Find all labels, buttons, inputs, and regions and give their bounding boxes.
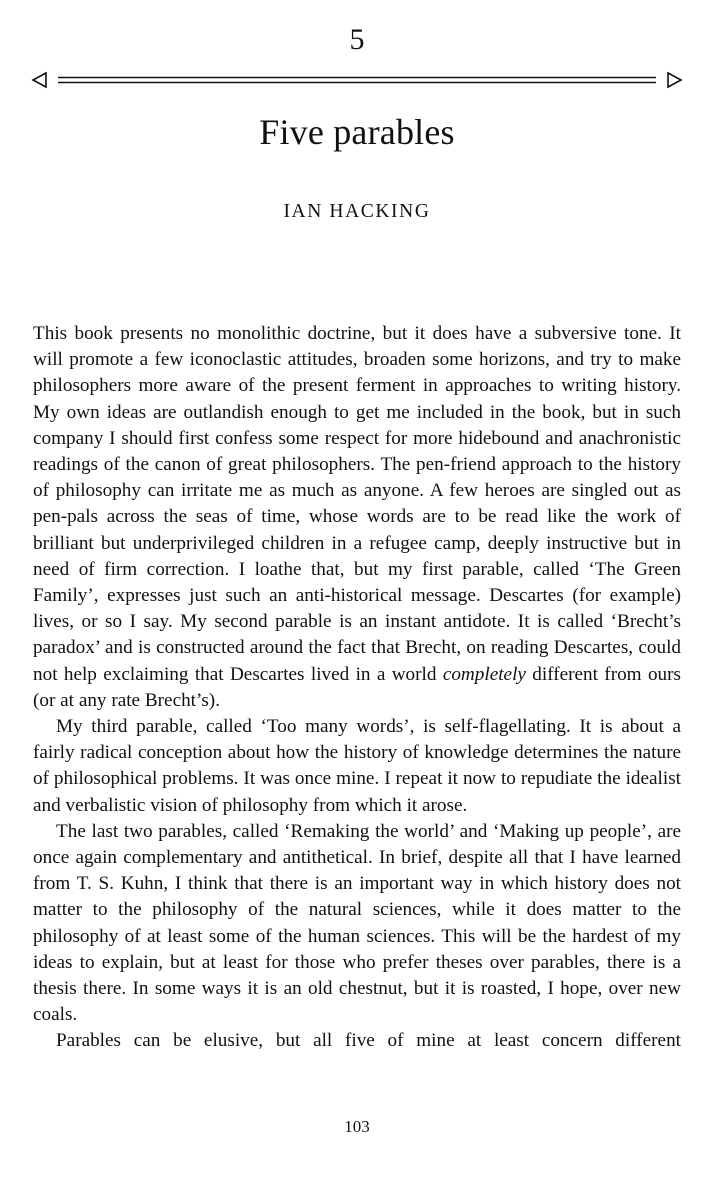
paragraph-1-text-b: different from ours (or at any rate Brecht’s). (33, 663, 681, 711)
emphasis-completely: completely (442, 663, 526, 685)
left-triangle-arrow-icon (33, 73, 46, 87)
paragraph-3: The last two parables, called ‘Remaking the world’ and ‘Making up people’, are once again complementary and antithetical. In brief, despite all that I have learned from T. S. Kuhn, I think that there is an important way in which history does not matter to the philosophy of the natural sciences, while it does matter to the philosophy of at least some of the human sciences. This will be the hardest of my ideas to explain, but at least for those who prefer theses over parables, there is a thesis there. In some ways it is an old chestnut, but it is roasted, I hope, over new coals. (33, 820, 681, 1026)
chapter-title: Five parables (259, 112, 455, 152)
right-triangle-arrow-icon (668, 73, 681, 87)
body-text (33, 321, 681, 1055)
paragraph-2: My third parable, called ‘Too many words’, is self-flagellating. It is about a fairly radical conception about how the history of knowledge determines the nature of philosophical problems. It was once mine. I repeat it now to repudiate the idealist and verbalistic vision of philosophy from which it arose. (33, 716, 681, 816)
paragraph-1 (33, 321, 681, 714)
paragraph-4: Parables can be elusive, but all five of mine at least concern different (56, 1030, 681, 1052)
chapter-rule (30, 68, 684, 92)
paragraph-1-text-a: This book presents no monolithic doctrine, but it does have a subversive tone. It will promote a few iconoclastic attitudes, broaden some horizons, and try to make philosophers more aware of the present ferment in approaches to writing history. My own ideas are outlandish enough to get me included in the book, but in such company I should first confess some respect for more hidebound and anachronistic readings of the canon of great philosophers. The pen-friend approach to the history of philosophy can irritate me as much as anyone. A few heroes are singled out as pen-pals across the seas of time, whose words are to be read like the work of brilliant but underprivileged children in a refugee camp, deeply instructive but in need of firm correction. I loathe that, but my first parable, called ‘The Green Family’, expresses just such an anti-historical message. Descartes (for example) lives, or so I say. My second parable is an instant antidote. It is called ‘Brecht’s paradox’ and is constructed around the fact that Brecht, on reading Descartes, could not help exclaiming that Descartes lived in a world (33, 323, 681, 685)
chapter-number: 5 (349, 23, 365, 56)
author-name: IAN HACKING (283, 201, 431, 222)
double-rule-line (58, 78, 656, 83)
page-number: 103 (344, 1117, 370, 1136)
